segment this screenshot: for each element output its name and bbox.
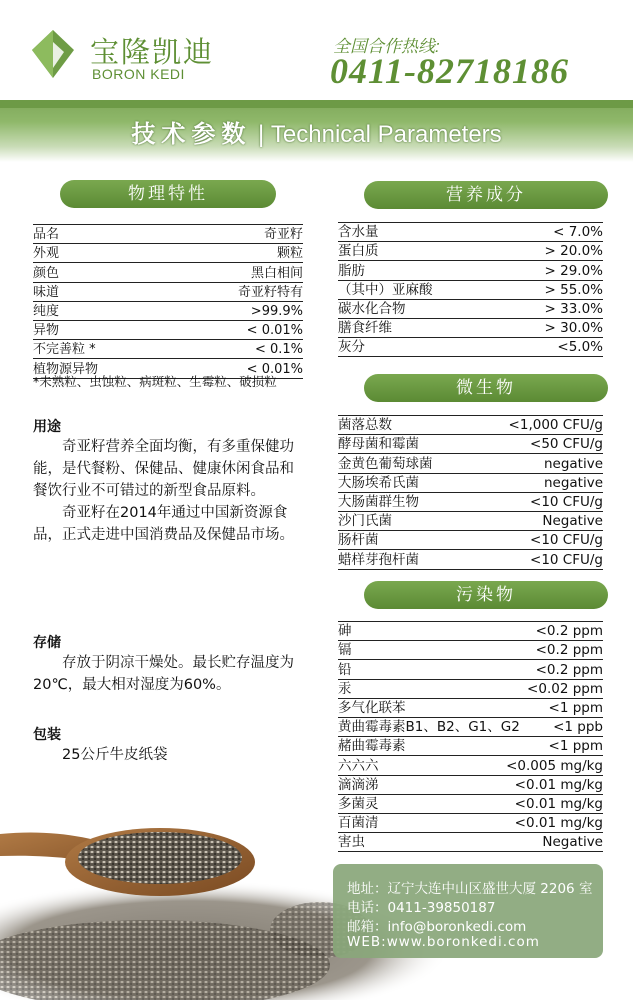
table-row (338, 660, 603, 679)
contact-address: 地址：辽宁大连中山区盛世大厦 2206 室 (347, 881, 593, 897)
table-row (338, 222, 603, 242)
row-label: 蜡样芽孢杆菌 (338, 551, 419, 568)
table-row (338, 319, 603, 338)
table-row (338, 718, 603, 737)
row-label: 不完善粒 * (33, 342, 96, 358)
row-value: < 7.0% (553, 224, 603, 241)
row-label: 碳水化合物 (338, 300, 406, 317)
row-label: 味道 (33, 284, 60, 300)
table-row (338, 795, 603, 814)
row-label: 酵母菌和霉菌 (338, 436, 419, 453)
row-label: 害虫 (338, 834, 365, 851)
row-label: 肠杆菌 (338, 532, 379, 549)
row-value: <0.005 mg/kg (506, 757, 603, 774)
table-row (33, 283, 303, 302)
row-label: 多气化联苯 (338, 699, 406, 716)
contact-email[interactable]: 邮箱：info@boronkedi.com (347, 919, 527, 935)
table-row (338, 454, 603, 473)
row-label: 砷 (338, 623, 352, 640)
row-value: <0.02 ppm (527, 680, 603, 697)
row-label: 外观 (33, 246, 60, 262)
row-value: > 55.0% (544, 281, 603, 298)
row-value: <10 CFU/g (530, 532, 603, 549)
table-row (338, 776, 603, 795)
packing-title: 包装 (33, 727, 61, 743)
microbe-table (338, 415, 603, 570)
usage-title: 用途 (33, 419, 61, 435)
row-label: 镉 (338, 642, 352, 659)
row-label: 金黄色葡萄球菌 (338, 455, 433, 472)
usage-paragraph-2: 奇亚籽在2014年通过中国新资源食品，正式走进中国消费品及保健品市场。 (33, 505, 294, 543)
table-row (33, 302, 303, 321)
physical-table (33, 224, 303, 379)
row-value: <0.01 mg/kg (514, 815, 603, 832)
banner-top-stripe (0, 100, 633, 108)
hotline-number[interactable]: 0411-82718186 (330, 51, 570, 91)
table-row (33, 244, 303, 263)
row-value: < 0.1% (254, 342, 303, 358)
row-label: 大肠埃希氏菌 (338, 474, 419, 491)
table-row (338, 261, 603, 280)
row-value: <1 ppm (548, 738, 603, 755)
table-row (338, 756, 603, 775)
row-label: （其中）亚麻酸 (338, 281, 433, 298)
row-label: 菌落总数 (338, 417, 392, 434)
row-value: >99.9% (250, 303, 303, 319)
row-label: 滴滴涕 (338, 776, 379, 793)
row-value: 颗粒 (276, 246, 303, 262)
packing-paragraph: 25公斤牛皮纸袋 (62, 747, 168, 763)
table-row (338, 300, 603, 319)
hotline-label: 全国合作热线: (333, 37, 440, 56)
table-row (338, 415, 603, 435)
table-row (338, 621, 603, 641)
table-row (338, 474, 603, 493)
row-value: 奇亚籽 (263, 227, 303, 243)
page-title-divider: | (258, 121, 265, 148)
table-row (338, 531, 603, 550)
physical-section-header: 物理特性 (60, 180, 276, 208)
table-row (33, 321, 303, 340)
row-value: <5.0% (557, 339, 603, 356)
row-label: 大肠菌群生物 (338, 493, 419, 510)
contact-website[interactable]: WEB:www.boronkedi.com (347, 934, 540, 950)
row-value: negative (543, 474, 603, 491)
table-row (338, 680, 603, 699)
storage-paragraph: 存放于阴凉干燥处。最长贮存温度为20℃，最大相对湿度为60%。 (33, 655, 294, 693)
table-row (338, 550, 603, 569)
row-value: <0.01 mg/kg (514, 795, 603, 812)
row-label: 含水量 (338, 224, 379, 241)
row-label: 异物 (33, 323, 60, 339)
row-label: 植物源异物 (33, 361, 99, 377)
table-row (338, 493, 603, 512)
row-value: 黑白相间 (250, 265, 303, 281)
packing-text (33, 744, 308, 766)
row-value: > 29.0% (544, 262, 603, 279)
row-value: <1 ppm (548, 699, 603, 716)
row-value: <1 ppb (553, 719, 603, 736)
row-label: 赭曲霉毒素 (338, 738, 406, 755)
page-title-en: Technical Parameters (270, 121, 502, 148)
nutrition-section-header: 营养成分 (364, 181, 608, 209)
usage-paragraph-1: 奇亚籽营养全面均衡，有多重保健功能，是代餐粉、保健品、健康休闲食品和餐饮行业不可错过的新型食品原料。 (33, 439, 294, 499)
row-label: 脂肪 (338, 262, 365, 279)
row-value: <10 CFU/g (530, 551, 603, 568)
row-label: 百菌清 (338, 815, 379, 832)
row-label: 纯度 (33, 303, 60, 319)
brand-name-en: BORON KEDI (92, 66, 185, 82)
row-label: 膳食纤维 (338, 320, 392, 337)
row-value: < 0.01% (246, 361, 303, 377)
brand-logo-icon (30, 28, 76, 80)
storage-text (33, 652, 308, 696)
row-value: <0.2 ppm (535, 623, 603, 640)
contaminant-table (338, 621, 603, 852)
row-value: Negative (542, 513, 603, 530)
table-row (33, 224, 303, 244)
row-value: 奇亚籽特有 (237, 284, 303, 300)
row-value: <0.2 ppm (535, 642, 603, 659)
brand-name-cn: 宝隆凯迪 (90, 35, 215, 69)
row-label: 沙门氏菌 (338, 513, 392, 530)
row-value: <10 CFU/g (530, 493, 603, 510)
page-title-cn: 技术参数 (131, 121, 252, 148)
table-row (338, 737, 603, 756)
table-row (338, 512, 603, 531)
row-value: <0.2 ppm (535, 661, 603, 678)
table-row (338, 338, 603, 357)
page-title (0, 114, 633, 149)
row-label: 六六六 (338, 757, 379, 774)
table-row (33, 263, 303, 282)
contact-phone[interactable]: 电话：0411-39850187 (347, 900, 496, 916)
row-label: 汞 (338, 680, 352, 697)
nutrition-table (338, 222, 603, 357)
table-row (33, 340, 303, 359)
row-label: 铅 (338, 661, 352, 678)
row-label: 蛋白质 (338, 243, 379, 260)
row-label: 灰分 (338, 339, 365, 356)
row-label: 多菌灵 (338, 795, 379, 812)
row-value: negative (543, 455, 603, 472)
row-value: <50 CFU/g (530, 436, 603, 453)
physical-note: *未熟粒、虫蚀粒、病斑粒、生霉粒、破损粒 (33, 374, 277, 389)
row-label: 颜色 (33, 265, 60, 281)
row-value: > 33.0% (544, 300, 603, 317)
table-row (338, 242, 603, 261)
table-row (338, 435, 603, 454)
row-label: 品名 (33, 227, 60, 243)
usage-text (33, 436, 308, 546)
row-value: > 30.0% (544, 320, 603, 337)
table-row (338, 641, 603, 660)
row-value: > 20.0% (544, 243, 603, 260)
table-row (338, 281, 603, 300)
row-value: Negative (542, 834, 603, 851)
row-value: <0.01 mg/kg (514, 776, 603, 793)
row-value: < 0.01% (246, 323, 303, 339)
table-row (338, 699, 603, 718)
microbe-section-header: 微生物 (364, 374, 608, 402)
row-value: <1,000 CFU/g (508, 417, 603, 434)
contaminant-section-header: 污染物 (364, 581, 608, 609)
row-label: 黄曲霉毒素B1、B2、G1、G2 (338, 719, 520, 736)
storage-title: 存储 (33, 635, 61, 651)
